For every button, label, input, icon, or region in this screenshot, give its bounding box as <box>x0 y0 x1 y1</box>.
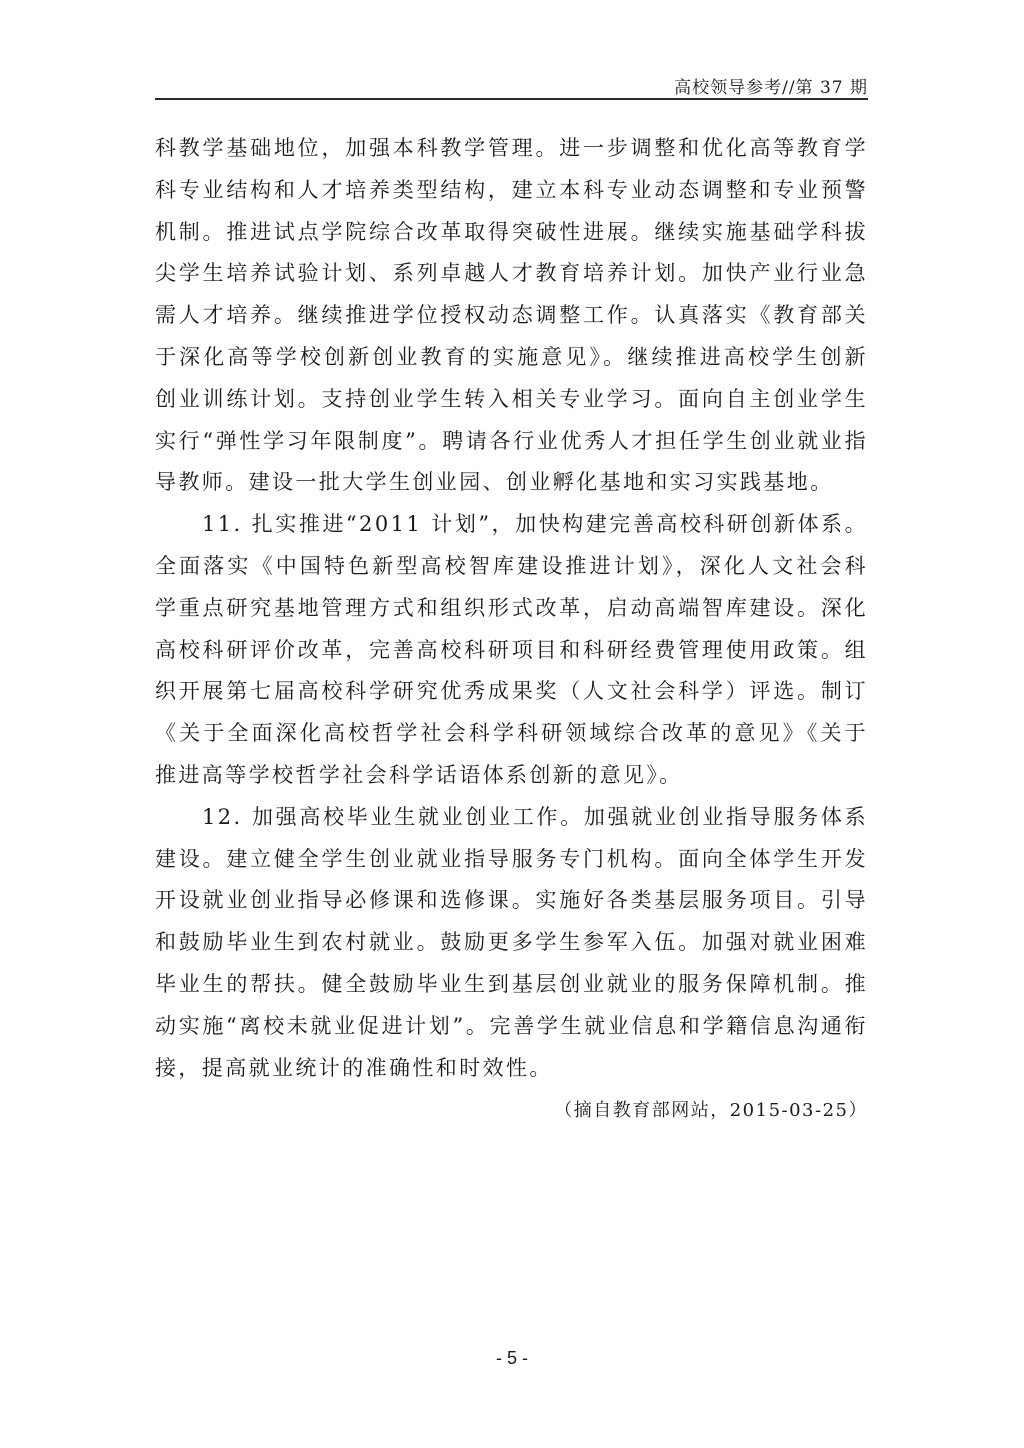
running-header <box>155 70 868 100</box>
article-body <box>155 128 868 1089</box>
page-number: - 5 - <box>495 1348 528 1368</box>
journal-issue-title: 高校领导参考//第 37 期 <box>674 78 868 98</box>
source-note: （摘自教育部网站，2015-03-25） <box>554 1100 868 1121</box>
paragraph-item-11: 11. 扎实推进“2011 计划”，加快构建完善高校科研创新体系。全面落实《中国特色新型高校智库建设推进计划》，深化人文社会科学重点研究基地管理方式和组织形式改革，启动高端智库建设。深化高校科研评价改革，完善高校科研项目和科研经费管理使用政策。组织开展第七届高校科学研究优秀成果奖（人文社会科学）评选。制订《关于全面深化高校哲学社会科学科研领域综合改革的意见》《关于推进高等学校哲学社会科学话语体系创新的意见》。 <box>155 512 868 787</box>
paragraph-item-12: 12. 加强高校毕业生就业创业工作。加强就业创业指导服务体系建设。建立健全学生创业就业指导服务专门机构。面向全体学生开发开设就业创业指导必修课和选修课。实施好各类基层服务项目。引导和鼓励毕业生到农村就业。鼓励更多学生参军入伍。加强对就业困难毕业生的帮扶。健全鼓励毕业生到基层创业就业的服务保障机制。推动实施“离校未就业促进计划”。完善学生就业信息和学籍信息沟通衔接，提高就业统计的准确性和时效性。 <box>155 804 868 1080</box>
paragraph-continued: 科教学基础地位，加强本科教学管理。进一步调整和优化高等教育学科专业结构和人才培养类型结构，建立本科专业动态调整和专业预警机制。推进试点学院综合改革取得突破性进展。继续实施基础学科拔尖学生培养试验计划、系列卓越人才教育培养计划。加快产业行业急需人才培养。继续推进学位授权动态调整工作。认真落实《教育部关于深化高等学校创新创业教育的实施意见》。继续推进高校学生创新创业训练计划。支持创业学生转入相关专业学习。面向自主创业学生实行“弹性学习年限制度”。聘请各行业优秀人才担任学生创业就业指导教师。建设一批大学生创业园、创业孵化基地和实习实践基地。 <box>155 136 868 495</box>
